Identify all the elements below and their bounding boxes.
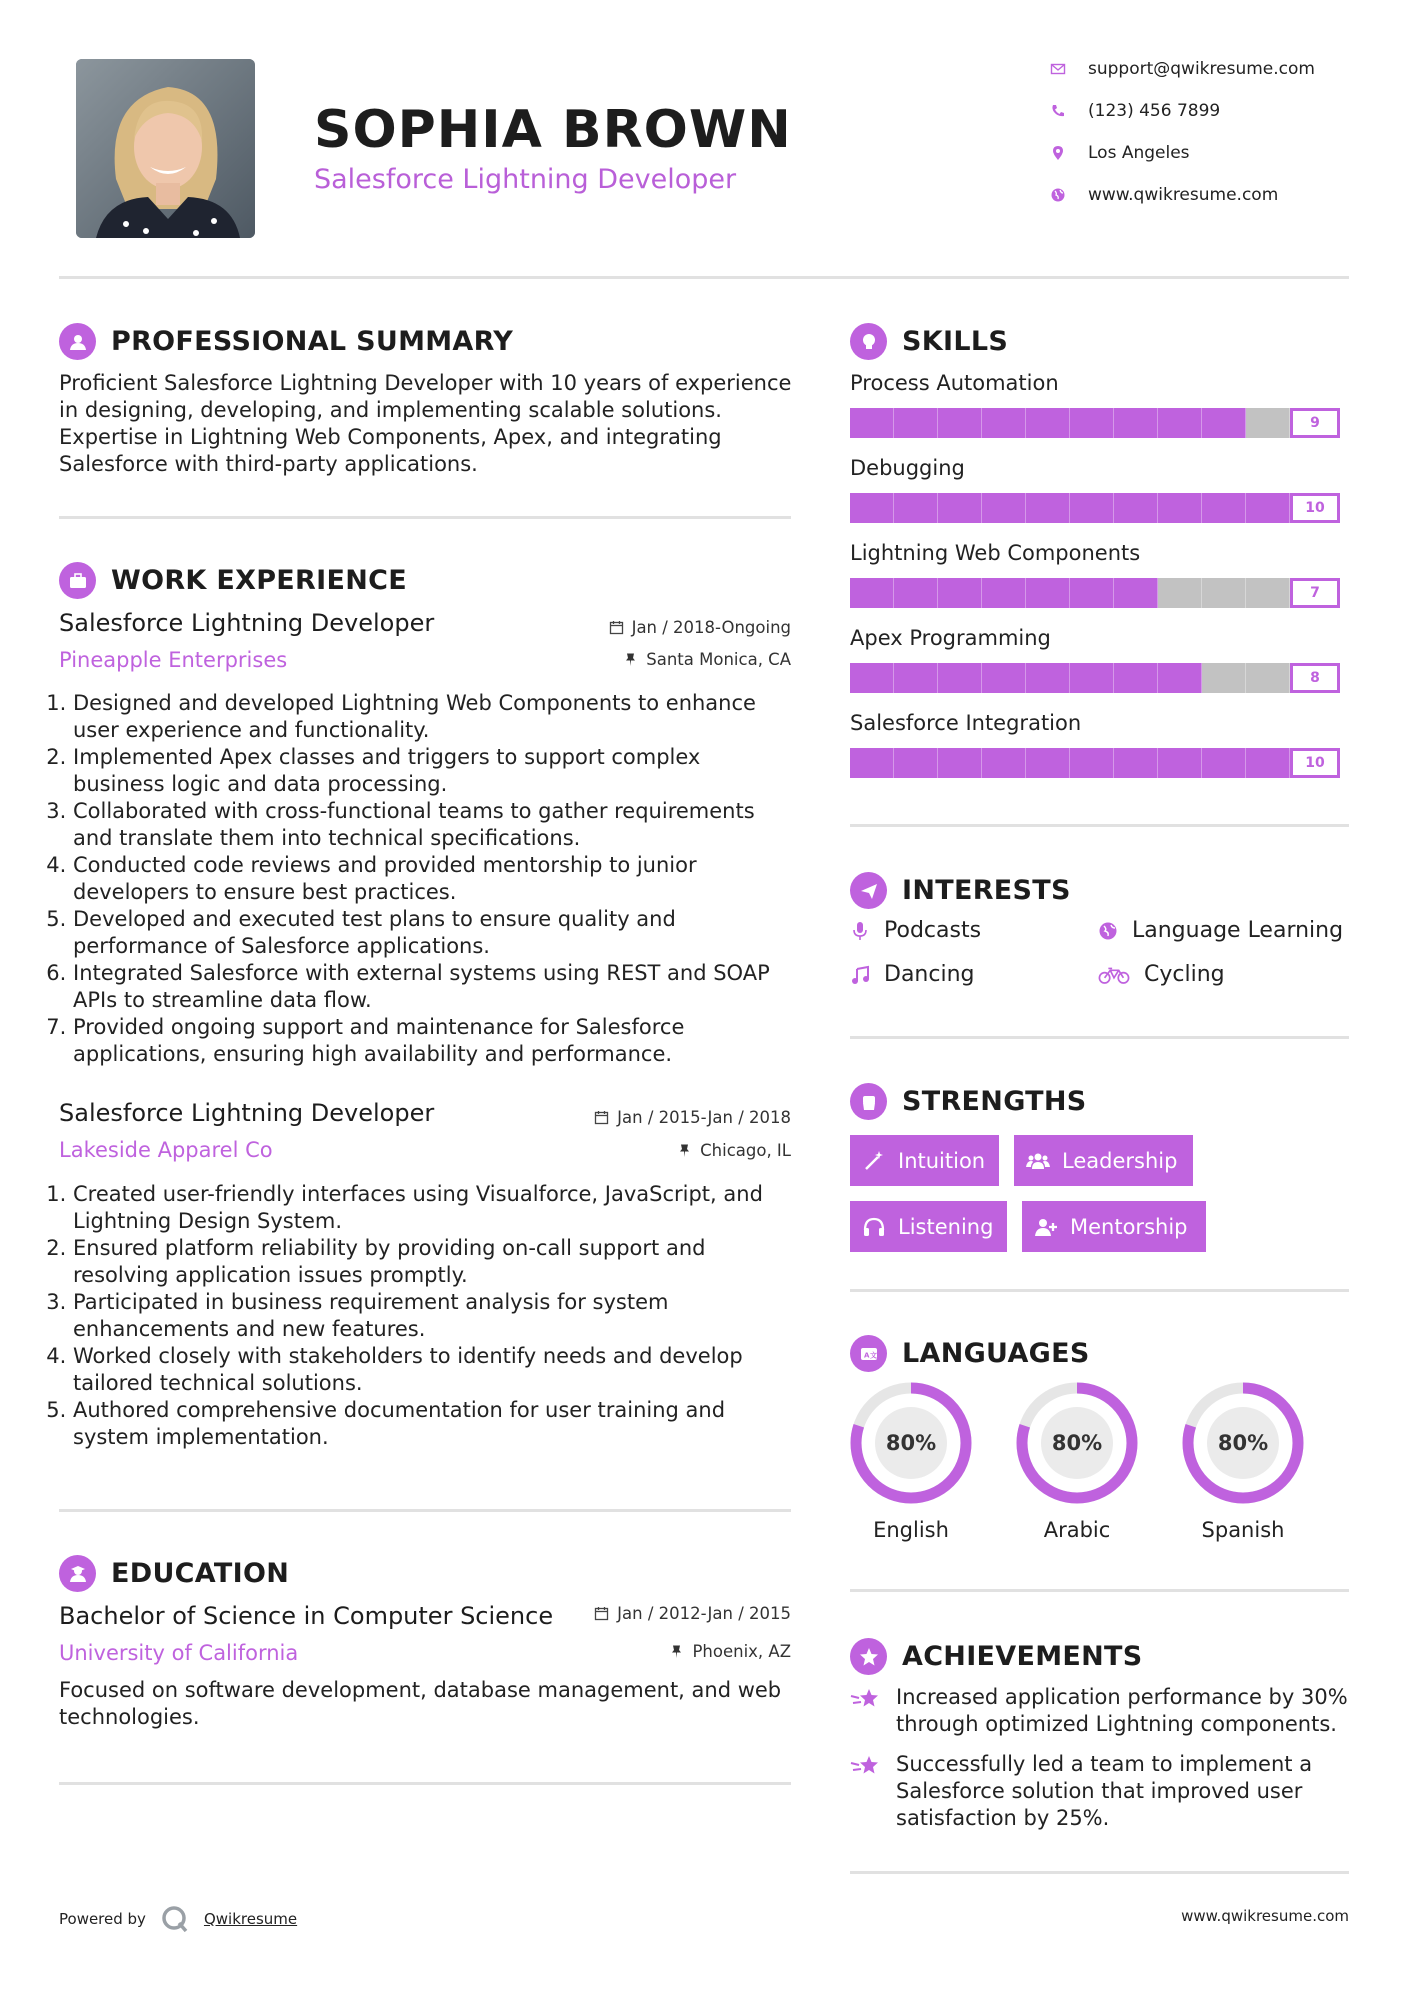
skill-bar-segment (894, 493, 938, 523)
skill-bar-segment (850, 663, 894, 693)
skill-bar-segment (1158, 408, 1202, 438)
svg-text:文: 文 (869, 1351, 877, 1359)
contact-website[interactable] (1050, 182, 1350, 208)
skill-bar-segment (982, 663, 1026, 693)
skill-bar-segment (1114, 408, 1158, 438)
duty-item: 3. Collaborated with cross-functional teams to gather requirements and translate them into technical specifications. (73, 798, 790, 852)
job-1-duties (55, 690, 790, 1068)
calendar-icon (594, 1110, 609, 1125)
user-plus-icon (1034, 1215, 1058, 1239)
skill-bar-segment (1070, 663, 1114, 693)
lightbulb-icon (850, 323, 887, 360)
skill-bar (850, 663, 1347, 693)
education-divider (59, 1782, 791, 1785)
skill-bar-segment (1026, 663, 1070, 693)
languages-divider (850, 1589, 1349, 1592)
education-title: EDUCATION (111, 1558, 290, 1589)
skill-bar-segment (1202, 493, 1246, 523)
duty-item: 4. Conducted code reviews and provided mentorship to junior developers to ensure best practices. (73, 852, 790, 906)
strength-label: Intuition (898, 1148, 986, 1173)
skill-bar-segment (1158, 493, 1202, 523)
language-percent: 80% (1051, 1431, 1103, 1455)
skill-bar-segment (1158, 663, 1202, 693)
language-percent: 80% (885, 1431, 937, 1455)
skill-bar-segment (1246, 748, 1290, 778)
strengths-heading (850, 1083, 1087, 1120)
fist-icon (850, 1083, 887, 1120)
skill-bar-segment (1202, 748, 1246, 778)
achievement-item-1 (850, 1684, 1349, 1738)
interests-heading (850, 872, 1071, 909)
language-ring (850, 1382, 972, 1504)
users-icon (1026, 1149, 1050, 1173)
job-1-dates (491, 618, 791, 637)
skill-level-label: 8 (1290, 663, 1340, 693)
paper-plane-icon (850, 872, 887, 909)
contact-location (1050, 140, 1350, 166)
duty-item: 2. Ensured platform reliability by providing on-call support and resolving application issues promptly. (73, 1235, 790, 1289)
skill-bar-segment (1114, 493, 1158, 523)
contact-email[interactable] (1050, 56, 1350, 82)
job-1-dates-text: Jan / 2018-Ongoing (631, 618, 791, 637)
language-name: Spanish (1201, 1518, 1285, 1542)
duty-item: 5. Authored comprehensive documentation for user training and system implementation. (73, 1397, 790, 1451)
contact-phone[interactable] (1050, 98, 1350, 124)
interest-label: Dancing (884, 962, 975, 987)
skill-bar-segment (1114, 578, 1158, 608)
skill-bar-segment (982, 408, 1026, 438)
globe-icon (1050, 187, 1088, 203)
duty-item: 3. Participated in business requirement analysis for system enhancements and new features. (73, 1289, 790, 1343)
skill-level-label: 9 (1290, 408, 1340, 438)
microphone-icon (850, 921, 870, 941)
skill-bar (850, 493, 1347, 523)
duty-item: 1. Designed and developed Lightning Web Components to enhance user experience and functionality. (73, 690, 790, 744)
achievement-item-2 (850, 1751, 1349, 1832)
contact-email-text: support@qwikresume.com (1088, 59, 1315, 79)
skill-bar-segment (850, 408, 894, 438)
skill-bar-segment (982, 748, 1026, 778)
bicycle-icon (1098, 965, 1130, 985)
education-heading (59, 1555, 289, 1592)
job-2-dates-text: Jan / 2015-Jan / 2018 (617, 1108, 791, 1127)
portrait-image (76, 59, 255, 238)
award-icon (850, 1638, 887, 1675)
skills-heading (850, 323, 1008, 360)
achievement-text: Successfully led a team to implement a Salesforce solution that improved user satisfaction by 25%. (896, 1752, 1313, 1830)
achievements-heading (850, 1638, 1143, 1675)
candidate-role: Salesforce Lightning Developer (314, 164, 737, 195)
skill-name: Debugging (850, 456, 965, 480)
skill-name: Process Automation (850, 371, 1059, 395)
interest-language-learning (1098, 918, 1343, 943)
strength-intuition (850, 1135, 999, 1186)
achievements-divider (850, 1871, 1349, 1874)
job-1-company: Pineapple Enterprises (59, 648, 288, 672)
skill-bar-segment (1158, 748, 1202, 778)
duty-item: 4. Worked closely with stakeholders to identify needs and develop tailored technical solutions. (73, 1343, 790, 1397)
language-ring (1016, 1382, 1138, 1504)
skill-bar-segment (894, 663, 938, 693)
work-heading (59, 562, 407, 599)
pushpin-icon (677, 1143, 692, 1158)
strengths-title: STRENGTHS (902, 1086, 1087, 1117)
language-name: English (873, 1518, 949, 1542)
skill-bar-segment (1070, 493, 1114, 523)
skill-bar-segment (850, 748, 894, 778)
skill-name: Salesforce Integration (850, 711, 1082, 735)
skill-bar-segment (1026, 578, 1070, 608)
language-name: Arabic (1043, 1518, 1111, 1542)
magic-wand-icon (862, 1149, 886, 1173)
skill-bar-segment (850, 493, 894, 523)
summary-divider (59, 516, 791, 519)
language-card-icon (850, 1335, 887, 1372)
calendar-icon (594, 1606, 609, 1621)
skill-bar-segment (1202, 663, 1246, 693)
powered-by-text: Powered by (59, 1910, 146, 1928)
contact-phone-text: (123) 456 7899 (1088, 101, 1221, 121)
interest-dancing (850, 962, 974, 987)
footer-powered (59, 1904, 297, 1934)
footer-website[interactable]: www.qwikresume.com (1181, 1907, 1349, 1925)
skill-bar (850, 408, 1347, 438)
skill-name: Lightning Web Components (850, 541, 1141, 565)
skill-bar-segment (894, 748, 938, 778)
job-2-company: Lakeside Apparel Co (59, 1138, 273, 1162)
skill-bar-segment (938, 408, 982, 438)
header-divider (59, 276, 1349, 279)
location-pin-icon (1050, 145, 1088, 161)
strength-label: Listening (898, 1214, 994, 1239)
education-degree: Bachelor of Science in Computer Science (59, 1602, 554, 1630)
skill-bar (850, 748, 1347, 778)
job-2-location-text: Chicago, IL (700, 1141, 791, 1160)
interest-label: Podcasts (884, 918, 982, 943)
skill-bar-segment (1026, 748, 1070, 778)
skill-bar-segment (1158, 578, 1202, 608)
education-dates (491, 1604, 791, 1623)
contact-website-text: www.qwikresume.com (1088, 185, 1279, 205)
qwikresume-link[interactable]: Qwikresume (203, 1910, 298, 1928)
skill-bar-segment (982, 578, 1026, 608)
summary-text: Proficient Salesforce Lightning Developer with 10 years of experience in designing, developing, and implementing scalable solutions. Expertise in Lightning Web Components, Apex, and integrating Salesforce with third-party applications. (59, 371, 792, 476)
achievement-text: Increased application performance by 30% through optimized Lightning components. (896, 1685, 1348, 1736)
strengths-divider (850, 1289, 1349, 1292)
envelope-icon (1050, 61, 1088, 77)
profile-photo (76, 59, 255, 238)
skill-bar-segment (1246, 663, 1290, 693)
job-2-title: Salesforce Lightning Developer (59, 1099, 435, 1127)
strength-mentorship (1022, 1201, 1206, 1252)
skill-bar (850, 578, 1347, 608)
skill-level-label: 10 (1290, 493, 1340, 523)
education-text: Focused on software development, database management, and web technologies. (59, 1678, 782, 1729)
job-2-duties (55, 1181, 790, 1451)
phone-icon (1050, 103, 1088, 119)
skill-bar-segment (1026, 408, 1070, 438)
achievements-title: ACHIEVEMENTS (902, 1641, 1143, 1672)
summary-heading (59, 323, 513, 360)
job-1-location-text: Santa Monica, CA (646, 650, 791, 669)
candidate-name: SOPHIA BROWN (314, 100, 792, 160)
interest-label: Language Learning (1132, 918, 1344, 943)
education-school: University of California (59, 1641, 299, 1665)
job-2-location (491, 1141, 791, 1160)
education-dates-text: Jan / 2012-Jan / 2015 (617, 1604, 791, 1623)
strength-label: Leadership (1062, 1148, 1178, 1173)
qwikresume-logo-icon (160, 1904, 190, 1934)
strength-leadership (1014, 1135, 1193, 1186)
languages-title: LANGUAGES (902, 1338, 1090, 1369)
skill-bar-segment (1202, 578, 1246, 608)
graduation-icon (59, 1555, 96, 1592)
calendar-icon (609, 620, 624, 635)
duty-item: 5. Developed and executed test plans to ensure quality and performance of Salesforce applications. (73, 906, 790, 960)
skill-level-label: 10 (1290, 748, 1340, 778)
user-icon (59, 323, 96, 360)
skill-bar-segment (1246, 493, 1290, 523)
interest-label: Cycling (1144, 962, 1225, 987)
skill-bar-segment (1070, 408, 1114, 438)
skill-bar-segment (1070, 578, 1114, 608)
duty-item: 2. Implemented Apex classes and triggers to support complex business logic and data processing. (73, 744, 790, 798)
music-note-icon (850, 965, 870, 985)
skill-bar-segment (1114, 748, 1158, 778)
skill-bar-segment (1246, 578, 1290, 608)
interest-podcasts (850, 918, 981, 943)
interest-cycling (1098, 962, 1225, 987)
duty-item: 1. Created user-friendly interfaces using Visualforce, JavaScript, and Lightning Design System. (73, 1181, 790, 1235)
contact-location-text: Los Angeles (1088, 143, 1190, 163)
job-1-title: Salesforce Lightning Developer (59, 609, 435, 637)
skill-bar-segment (938, 748, 982, 778)
skill-name: Apex Programming (850, 626, 1051, 650)
skill-bar-segment (1026, 493, 1070, 523)
language-ring (1182, 1382, 1304, 1504)
summary-title: PROFESSIONAL SUMMARY (111, 326, 514, 357)
globe-icon (1098, 921, 1118, 941)
skill-bar-segment (982, 493, 1026, 523)
shooting-star-icon (850, 1686, 882, 1712)
skill-bar-segment (1070, 748, 1114, 778)
job-2-dates (491, 1108, 791, 1127)
pushpin-icon (623, 652, 638, 667)
skills-divider (850, 824, 1349, 827)
skill-bar-segment (894, 578, 938, 608)
language-percent: 80% (1217, 1431, 1269, 1455)
education-location (491, 1642, 791, 1661)
job-1-location (491, 650, 791, 669)
svg-text:A: A (863, 1351, 869, 1359)
strength-listening (850, 1201, 1007, 1252)
briefcase-icon (59, 562, 96, 599)
skills-title: SKILLS (902, 326, 1009, 357)
pushpin-icon (669, 1644, 684, 1659)
interests-divider (850, 1036, 1349, 1039)
duty-item: 6. Integrated Salesforce with external systems using REST and SOAP APIs to streamline data flow. (73, 960, 790, 1014)
work-divider (59, 1509, 791, 1512)
headphones-icon (862, 1215, 886, 1239)
shooting-star-icon (850, 1753, 882, 1779)
strength-label: Mentorship (1070, 1214, 1188, 1239)
skill-bar-segment (850, 578, 894, 608)
skill-bar-segment (1246, 408, 1290, 438)
skill-bar-segment (1202, 408, 1246, 438)
education-location-text: Phoenix, AZ (692, 1642, 791, 1661)
skill-bar-segment (938, 663, 982, 693)
skill-bar-segment (894, 408, 938, 438)
skill-bar-segment (938, 578, 982, 608)
skill-bar-segment (938, 493, 982, 523)
duty-item: 7. Provided ongoing support and maintenance for Salesforce applications, ensuring high availability and performance. (73, 1014, 790, 1068)
languages-heading (850, 1335, 1090, 1372)
work-title: WORK EXPERIENCE (111, 565, 407, 596)
skill-bar-segment (1114, 663, 1158, 693)
skill-level-label: 7 (1290, 578, 1340, 608)
interests-title: INTERESTS (902, 875, 1071, 906)
